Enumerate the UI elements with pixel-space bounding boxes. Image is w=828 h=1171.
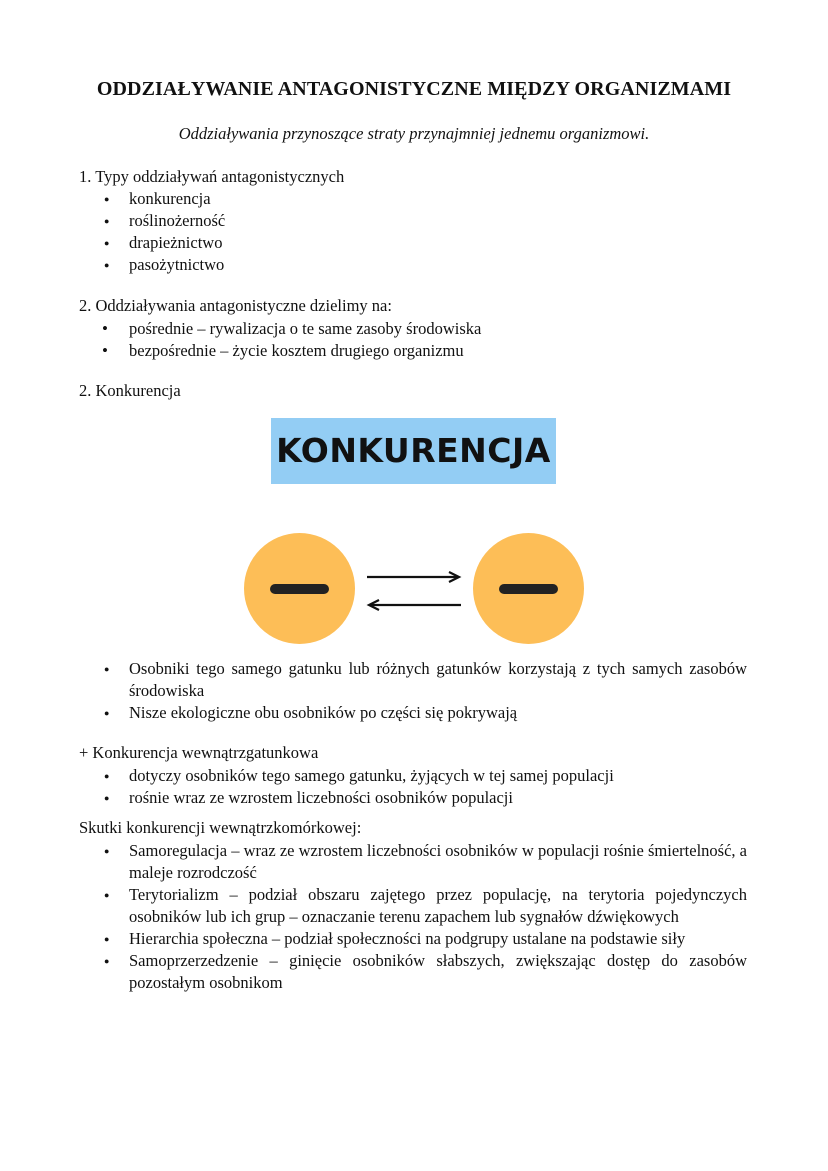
section-heading-effects: Skutki konkurencji wewnątrzkomórkowej: [79, 818, 362, 837]
page-title: ODDZIAŁYWANIE ANTAGONISTYCZNE MIĘDZY ORGANIZMAMI [96, 78, 732, 100]
list-item: • bezpośrednie – życie kosztem drugiego organizmu [79, 340, 779, 362]
minus-circle-icon [244, 533, 355, 644]
list-item: ● Samoprzerzedzenie – ginięcie osobników słabszych, zwiększając dostęp do zasobów pozostałym osobnikom [79, 950, 747, 994]
list-types [79, 188, 779, 276]
section-heading-types: 1. Typy oddziaływań antagonistycznych [79, 167, 345, 186]
list-item: ● Samoregulacja – wraz ze wzrostem liczebności osobników w populacji rośnie śmiertelność, a maleje rozrodczość [79, 840, 747, 884]
minus-dash [499, 584, 558, 594]
list-item: ● pasożytnictwo [79, 254, 779, 276]
bidirectional-arrows-icon [363, 565, 465, 615]
list-item: ● rośnie wraz ze wzrostem liczebności osobników populacji [79, 787, 779, 809]
section-heading-competition: 2. Konkurencja [79, 381, 181, 400]
section-heading-intraspecific: + Konkurencja wewnątrzgatunkowa [79, 743, 319, 762]
list-competition [79, 658, 779, 724]
list-item: ● konkurencja [79, 188, 779, 210]
list-item: ● Osobniki tego samego gatunku lub różnych gatunków korzystają z tych samych zasobów środowiska [79, 658, 747, 702]
list-item: ● Hierarchia społeczna – podział społeczności na podgrupy ustalane na podstawie siły [79, 928, 747, 950]
section-heading-division: 2. Oddziaływania antagonistyczne dzielimy na: [79, 296, 392, 315]
page-subtitle: Oddziaływania przynoszące straty przynajmniej jednemu organizmowi. [178, 124, 650, 143]
list-item: ● roślinożerność [79, 210, 779, 232]
competition-banner [271, 418, 556, 484]
list-item: ● Nisze ekologiczne obu osobników po części się pokrywają [79, 702, 747, 724]
arrow-left-icon [369, 600, 461, 610]
list-item: ● dotyczy osobników tego samego gatunku, żyjących w tej samej populacji [79, 765, 779, 787]
banner-label: KONKURENCJA [276, 431, 551, 470]
list-item: ● Terytorializm – podział obszaru zajętego przez populację, na terytoria pojedynczych osobników lub ich grup – oznaczanie terenu zapachem lub sygnałów dźwiękowych [79, 884, 747, 928]
list-effects [79, 840, 779, 994]
list-intraspecific [79, 765, 779, 809]
minus-circle-icon [473, 533, 584, 644]
list-division [79, 318, 779, 362]
arrow-right-icon [367, 572, 459, 582]
minus-dash [270, 584, 329, 594]
list-item: ● drapieżnictwo [79, 232, 779, 254]
list-item: • pośrednie – rywalizacja o te same zasoby środowiska [79, 318, 779, 340]
